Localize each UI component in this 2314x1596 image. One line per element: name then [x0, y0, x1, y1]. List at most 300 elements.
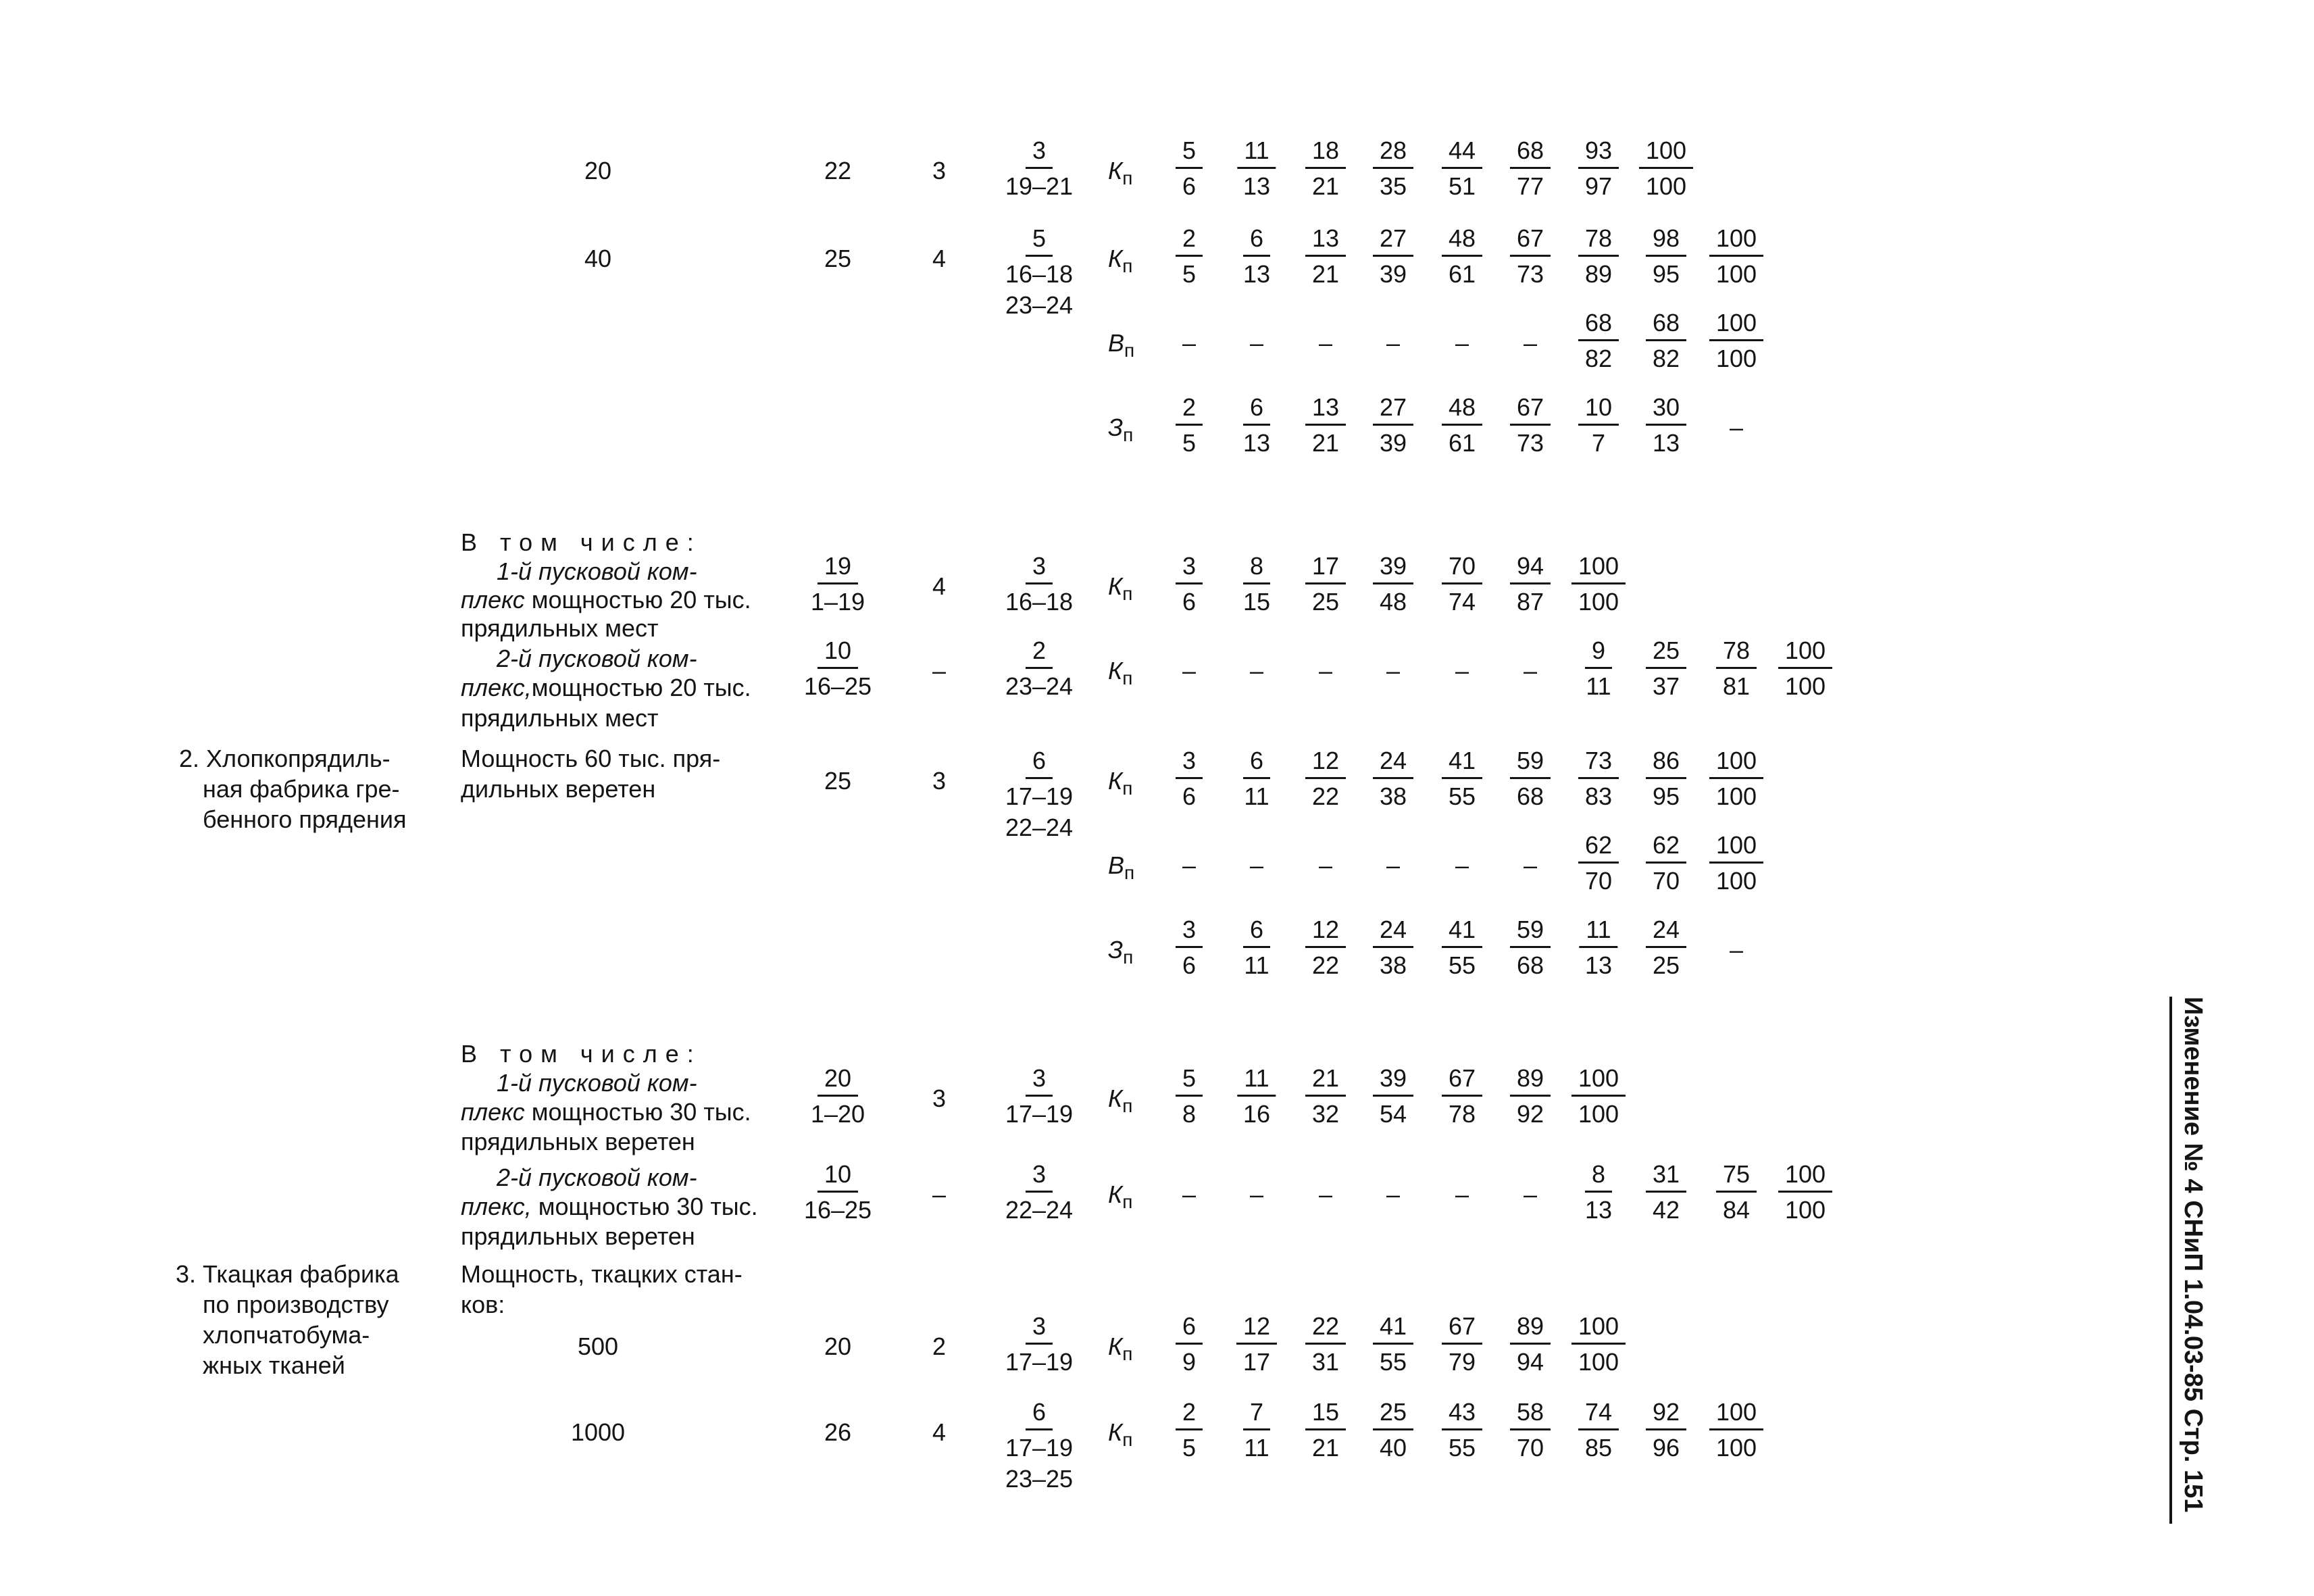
numerator: 11	[1579, 918, 1617, 948]
complex-3-line-1: 1-й пусковой ком-	[497, 1069, 697, 1097]
value-fraction	[1579, 918, 1617, 978]
series-label: $К_п$	[1108, 767, 1133, 799]
numerator: 8	[1585, 1162, 1612, 1193]
value-dash: –	[1182, 851, 1197, 879]
numerator: 12	[1305, 749, 1346, 779]
value-dash: –	[1729, 414, 1744, 441]
numerator: 100	[1709, 749, 1763, 779]
factory-2-power-2: дильных веретен	[461, 775, 656, 803]
value-fraction	[1373, 1066, 1413, 1126]
value-fraction	[1571, 1314, 1626, 1374]
numerator: 3	[1026, 139, 1053, 169]
numerator: 98	[1646, 226, 1686, 257]
duration-cell: 22	[824, 157, 852, 184]
numerator: 100	[1571, 554, 1626, 584]
denominator: 81	[1722, 672, 1751, 700]
numerator: 9	[1585, 639, 1612, 669]
numerator: 92	[1646, 1400, 1686, 1430]
value-fraction	[1709, 311, 1763, 371]
denominator: 5	[1182, 260, 1197, 288]
denominator: 85	[1584, 1434, 1613, 1462]
numerator: 48	[1442, 395, 1482, 426]
numerator: 68	[1578, 311, 1619, 341]
value-fraction	[1305, 226, 1346, 286]
start-month-fraction	[1005, 136, 1074, 200]
denominator: 31	[1311, 1348, 1340, 1376]
numerator: 68	[1646, 311, 1686, 341]
stage-cell: 4	[932, 572, 947, 600]
denominator: 9	[1182, 1348, 1197, 1376]
value-dash: –	[1182, 329, 1197, 357]
value-dash: –	[1523, 1180, 1538, 1208]
numerator: 73	[1578, 749, 1619, 779]
stage-cell: 3	[932, 1084, 947, 1112]
denominator: 15	[1242, 588, 1271, 616]
numerator: 39	[1373, 554, 1413, 584]
denominator: 100	[1715, 1434, 1757, 1462]
complex-2-line-3: прядильных мест	[461, 704, 659, 732]
value-fraction	[1442, 918, 1482, 978]
value-fraction	[1305, 554, 1346, 614]
denominator: 83	[1584, 782, 1613, 810]
value-fraction	[1373, 1400, 1413, 1460]
numerator: 3	[1026, 554, 1053, 584]
start-month-fraction	[1005, 1162, 1073, 1222]
denominator: 38	[1379, 782, 1407, 810]
denominator: 11	[1586, 672, 1611, 700]
numerator: 2	[1176, 226, 1203, 257]
denominator: 11	[1244, 951, 1269, 979]
value-fraction	[1373, 226, 1413, 286]
numerator: 48	[1442, 226, 1482, 257]
denominator: 82	[1652, 345, 1680, 372]
denominator: 13	[1584, 1196, 1613, 1224]
start-month-fraction	[1005, 639, 1073, 699]
numerator: 59	[1510, 749, 1551, 779]
numerator: 2	[1176, 1400, 1203, 1430]
denominator: 25	[1311, 588, 1340, 616]
start-month-fraction	[1005, 749, 1073, 840]
denominator: 96	[1652, 1434, 1680, 1462]
numerator: 24	[1373, 918, 1413, 948]
series-label: $К_п$	[1108, 657, 1133, 689]
denominator: 95	[1652, 782, 1680, 810]
value-fraction	[1305, 1400, 1346, 1460]
factory-2-name-3: бенного прядения	[203, 805, 407, 833]
numerator: 6	[1243, 749, 1270, 779]
numerator: 62	[1646, 833, 1686, 864]
value-fraction	[1373, 749, 1413, 809]
series-label: $К_п$	[1108, 1332, 1133, 1365]
denominator: 11	[1244, 1434, 1269, 1462]
numerator: 70	[1442, 554, 1482, 584]
value-fraction	[1646, 1400, 1686, 1460]
denominator: 87	[1516, 588, 1544, 616]
value-dash: –	[1523, 329, 1538, 357]
value-dash: –	[1182, 1180, 1197, 1208]
capacity-cell: 1000	[570, 1418, 626, 1446]
value-fraction	[1578, 833, 1619, 893]
value-fraction	[1510, 136, 1551, 200]
capacity-cell: 20	[584, 157, 612, 184]
start-month-fraction	[1005, 226, 1073, 318]
numerator: 41	[1442, 749, 1482, 779]
numerator: 25	[1373, 1400, 1413, 1430]
numerator: 19	[818, 554, 858, 584]
start-month-fraction	[1005, 1400, 1073, 1491]
value-fraction	[1510, 226, 1551, 286]
numerator: 78	[1716, 639, 1757, 669]
numerator: 6	[1243, 395, 1270, 426]
denominator: 6	[1182, 951, 1197, 979]
denominator: 68	[1516, 782, 1544, 810]
series-label: $В_п$	[1108, 329, 1135, 361]
value-fraction	[1778, 639, 1832, 699]
denominator: 16–18	[1005, 260, 1074, 288]
value-fraction	[1176, 1314, 1203, 1374]
denominator: 74	[1448, 588, 1476, 616]
complex-3-line-3: прядильных веретен	[461, 1128, 695, 1155]
value-fraction	[1243, 395, 1270, 455]
denominator: 97	[1584, 172, 1613, 200]
numerator: 24	[1646, 918, 1686, 948]
value-dash: –	[1523, 657, 1538, 684]
value-fraction	[1646, 226, 1686, 286]
value-fraction	[1578, 749, 1619, 809]
denominator: 94	[1516, 1348, 1544, 1376]
duration-cell: 20	[824, 1332, 852, 1360]
value-fraction	[1305, 1314, 1346, 1374]
numerator: 2	[1176, 395, 1203, 426]
value-fraction	[1709, 226, 1763, 286]
denominator: 16–25	[803, 1196, 872, 1224]
numerator: 8	[1243, 554, 1270, 584]
value-fraction	[1305, 1066, 1346, 1126]
value-fraction	[1176, 749, 1203, 809]
denominator: 100	[1784, 1196, 1826, 1224]
numerator: 58	[1510, 1400, 1551, 1430]
start-month-fraction	[1005, 1066, 1073, 1126]
denominator: 22–24	[1005, 1196, 1074, 1224]
duration-cell	[804, 639, 872, 699]
duration-cell: 25	[824, 245, 852, 272]
denominator: 73	[1516, 429, 1544, 457]
denominator: 54	[1379, 1100, 1407, 1128]
numerator: 78	[1578, 226, 1619, 257]
stage-cell: –	[932, 1180, 947, 1208]
stage-cell: 2	[932, 1332, 947, 1360]
factory-3-name-4: жных тканей	[203, 1351, 345, 1379]
factory-2-name-2: ная фабрика гре-	[203, 775, 400, 803]
numerator: 68	[1510, 139, 1551, 169]
value-fraction	[1236, 1314, 1277, 1374]
numerator: 6	[1026, 749, 1053, 779]
numerator: 39	[1373, 1066, 1413, 1097]
value-fraction	[1243, 749, 1270, 809]
factory-3-name-1: 3. Ткацкая фабрика	[176, 1260, 399, 1288]
denominator: 11	[1244, 782, 1269, 810]
value-fraction	[1442, 136, 1482, 200]
denominator: 55	[1448, 951, 1476, 979]
denominator: 92	[1516, 1100, 1544, 1128]
value-fraction	[1709, 749, 1763, 809]
value-fraction	[1578, 136, 1619, 200]
series-label: $К_п$	[1108, 245, 1133, 277]
value-fraction	[1305, 749, 1346, 809]
complex-1-line-2: плекс мощностью 20 тыс.	[461, 586, 751, 614]
value-fraction	[1243, 1400, 1270, 1460]
numerator: 22	[1305, 1314, 1346, 1345]
series-label: $К_п$	[1108, 572, 1133, 605]
denominator: 100	[1715, 782, 1757, 810]
numerator: 15	[1305, 1400, 1346, 1430]
denominator: 95	[1652, 260, 1680, 288]
denominator: 100	[1578, 1348, 1619, 1376]
value-fraction	[1176, 554, 1203, 614]
numerator: 86	[1646, 749, 1686, 779]
complex-1-line-3: прядильных мест	[461, 614, 659, 642]
value-fraction	[1373, 136, 1413, 200]
denominator: 39	[1379, 429, 1407, 457]
numerator: 100	[1571, 1314, 1626, 1345]
value-dash: –	[1318, 851, 1333, 879]
numerator: 41	[1373, 1314, 1413, 1345]
numerator: 25	[1646, 639, 1686, 669]
value-fraction	[1442, 1400, 1482, 1460]
numerator: 3	[1026, 1066, 1053, 1097]
numerator: 11	[1237, 1066, 1276, 1097]
numerator: 74	[1578, 1400, 1619, 1430]
denominator: 17	[1242, 1348, 1271, 1376]
value-dash: –	[1455, 657, 1469, 684]
denominator: 17–19	[1005, 1434, 1074, 1462]
denominator: 89	[1584, 260, 1613, 288]
value-fraction	[1646, 1162, 1686, 1222]
numerator: 20	[818, 1066, 858, 1097]
numerator: 30	[1646, 395, 1686, 426]
value-fraction	[1176, 136, 1203, 200]
value-fraction	[1373, 554, 1413, 614]
denominator: 39	[1379, 260, 1407, 288]
complex-4-line-2: плекс, мощностью 30 тыс.	[461, 1193, 758, 1220]
denominator: 13	[1242, 260, 1271, 288]
value-fraction	[1510, 554, 1551, 614]
value-fraction	[1709, 1400, 1763, 1460]
value-fraction	[1510, 1314, 1551, 1374]
in-total-heading-2: В том числе:	[461, 1040, 702, 1068]
duration-cell: 26	[824, 1418, 852, 1446]
page-side-header: Изменение № 4 СНиП 1.04.03-85 Стр. 151	[2165, 997, 2206, 1524]
numerator: 7	[1243, 1400, 1270, 1430]
factory-3-power-1: Мощность, ткацких стан-	[461, 1260, 743, 1288]
denominator: 21	[1311, 260, 1340, 288]
denominator: 100	[1645, 172, 1687, 200]
value-fraction	[1646, 639, 1686, 699]
numerator: 18	[1305, 139, 1346, 169]
numerator: 12	[1305, 918, 1346, 948]
value-fraction	[1585, 1162, 1612, 1222]
value-fraction	[1176, 226, 1203, 286]
numerator: 28	[1373, 139, 1413, 169]
numerator: 5	[1176, 1066, 1203, 1097]
numerator: 5	[1176, 139, 1203, 169]
factory-3-name-3: хлопчатобума-	[203, 1321, 370, 1349]
value-fraction	[1510, 749, 1551, 809]
denominator: 35	[1379, 172, 1407, 200]
stage-cell: 4	[932, 1418, 947, 1446]
value-fraction	[1578, 1400, 1619, 1460]
stage-cell: 3	[932, 767, 947, 795]
numerator: 100	[1709, 1400, 1763, 1430]
capacity-cell: 500	[577, 1332, 619, 1360]
value-fraction	[1237, 1066, 1276, 1126]
denominator: 70	[1516, 1434, 1544, 1462]
denominator: 68	[1516, 951, 1544, 979]
denominator: 38	[1379, 951, 1407, 979]
value-fraction	[1578, 311, 1619, 371]
denominator: 23–24	[1005, 291, 1074, 319]
factory-3-power-2: ков:	[461, 1291, 505, 1318]
numerator: 10	[818, 639, 858, 669]
denominator: 55	[1379, 1348, 1407, 1376]
denominator: 55	[1448, 1434, 1476, 1462]
denominator: 22–24	[1005, 814, 1074, 841]
denominator: 84	[1722, 1196, 1751, 1224]
series-label: $К_п$	[1108, 1180, 1133, 1213]
denominator: 100	[1578, 1100, 1619, 1128]
value-fraction	[1716, 1162, 1757, 1222]
denominator: 82	[1584, 345, 1613, 372]
value-fraction	[1510, 918, 1551, 978]
series-label: $К_п$	[1108, 1418, 1133, 1451]
denominator: 13	[1242, 429, 1271, 457]
denominator: 22	[1311, 782, 1340, 810]
stage-cell: 4	[932, 245, 947, 272]
denominator: 6	[1182, 588, 1197, 616]
numerator: 24	[1373, 749, 1413, 779]
denominator: 19–21	[1005, 172, 1074, 200]
in-total-heading: В том числе:	[461, 528, 702, 556]
value-fraction	[1510, 1066, 1551, 1126]
complex-2-line-2: плекс,мощностью 20 тыс.	[461, 674, 751, 701]
numerator: 43	[1442, 1400, 1482, 1430]
numerator: 100	[1778, 639, 1832, 669]
series-label: $З_п$	[1108, 936, 1134, 968]
denominator: 16	[1242, 1100, 1271, 1128]
numerator: 3	[1026, 1314, 1053, 1345]
numerator: 62	[1578, 833, 1619, 864]
denominator: 13	[1584, 951, 1613, 979]
value-fraction	[1510, 1400, 1551, 1460]
value-dash: –	[1455, 1180, 1469, 1208]
denominator: 73	[1516, 260, 1544, 288]
numerator: 10	[818, 1162, 858, 1193]
numerator: 3	[1176, 918, 1203, 948]
numerator: 17	[1305, 554, 1346, 584]
denominator: 17–19	[1005, 1100, 1074, 1128]
value-fraction	[1442, 226, 1482, 286]
numerator: 27	[1373, 226, 1413, 257]
denominator: 25	[1652, 951, 1680, 979]
value-dash: –	[1455, 851, 1469, 879]
denominator: 40	[1379, 1434, 1407, 1462]
numerator: 11	[1237, 139, 1276, 169]
start-month-fraction	[1005, 1314, 1073, 1374]
denominator: 8	[1182, 1100, 1197, 1128]
value-fraction	[1237, 136, 1276, 200]
denominator: 78	[1448, 1100, 1476, 1128]
value-dash: –	[1386, 1180, 1401, 1208]
complex-4-line-3: прядильных веретен	[461, 1222, 695, 1250]
duration-cell	[811, 1066, 865, 1126]
value-fraction	[1646, 749, 1686, 809]
value-fraction	[1373, 918, 1413, 978]
denominator: 23–24	[1005, 672, 1074, 700]
denominator: 100	[1715, 345, 1757, 372]
denominator: 22	[1311, 951, 1340, 979]
denominator: 32	[1311, 1100, 1340, 1128]
series-label: $З_п$	[1108, 414, 1134, 446]
value-dash: –	[1182, 657, 1197, 684]
value-fraction	[1571, 1066, 1626, 1126]
value-fraction	[1646, 833, 1686, 893]
numerator: 67	[1442, 1314, 1482, 1345]
stage-cell: 3	[932, 157, 947, 184]
value-fraction	[1243, 226, 1270, 286]
numerator: 6	[1176, 1314, 1203, 1345]
numerator: 3	[1176, 554, 1203, 584]
numerator: 41	[1442, 918, 1482, 948]
value-dash: –	[1523, 851, 1538, 879]
denominator: 13	[1242, 172, 1271, 200]
numerator: 67	[1510, 226, 1551, 257]
value-fraction	[1176, 918, 1203, 978]
numerator: 3	[1176, 749, 1203, 779]
value-fraction	[1778, 1162, 1832, 1222]
value-dash: –	[1729, 936, 1744, 964]
start-month-fraction	[1005, 554, 1073, 614]
numerator: 5	[1026, 226, 1053, 257]
value-dash: –	[1318, 657, 1333, 684]
denominator: 42	[1652, 1196, 1680, 1224]
denominator: 21	[1311, 429, 1340, 457]
denominator: 70	[1584, 867, 1613, 895]
denominator: 16–18	[1005, 588, 1074, 616]
value-fraction	[1176, 1066, 1203, 1126]
value-fraction	[1646, 395, 1686, 455]
value-fraction	[1716, 639, 1757, 699]
value-fraction	[1176, 395, 1203, 455]
value-fraction	[1585, 639, 1612, 699]
numerator: 100	[1709, 226, 1763, 257]
denominator: 37	[1652, 672, 1680, 700]
value-fraction	[1305, 395, 1346, 455]
numerator: 2	[1026, 639, 1053, 669]
denominator: 100	[1784, 672, 1826, 700]
value-fraction	[1243, 554, 1270, 614]
numerator: 27	[1373, 395, 1413, 426]
value-dash: –	[1318, 1180, 1333, 1208]
denominator: 51	[1448, 172, 1476, 200]
value-fraction	[1442, 395, 1482, 455]
series-label: $К_п$	[1108, 157, 1133, 189]
numerator: 100	[1709, 311, 1763, 341]
duration-cell	[811, 554, 865, 614]
factory-2-power-1: Мощность 60 тыс. пря-	[461, 745, 721, 772]
numerator: 94	[1510, 554, 1551, 584]
value-fraction	[1305, 136, 1346, 200]
denominator: 5	[1182, 1434, 1197, 1462]
